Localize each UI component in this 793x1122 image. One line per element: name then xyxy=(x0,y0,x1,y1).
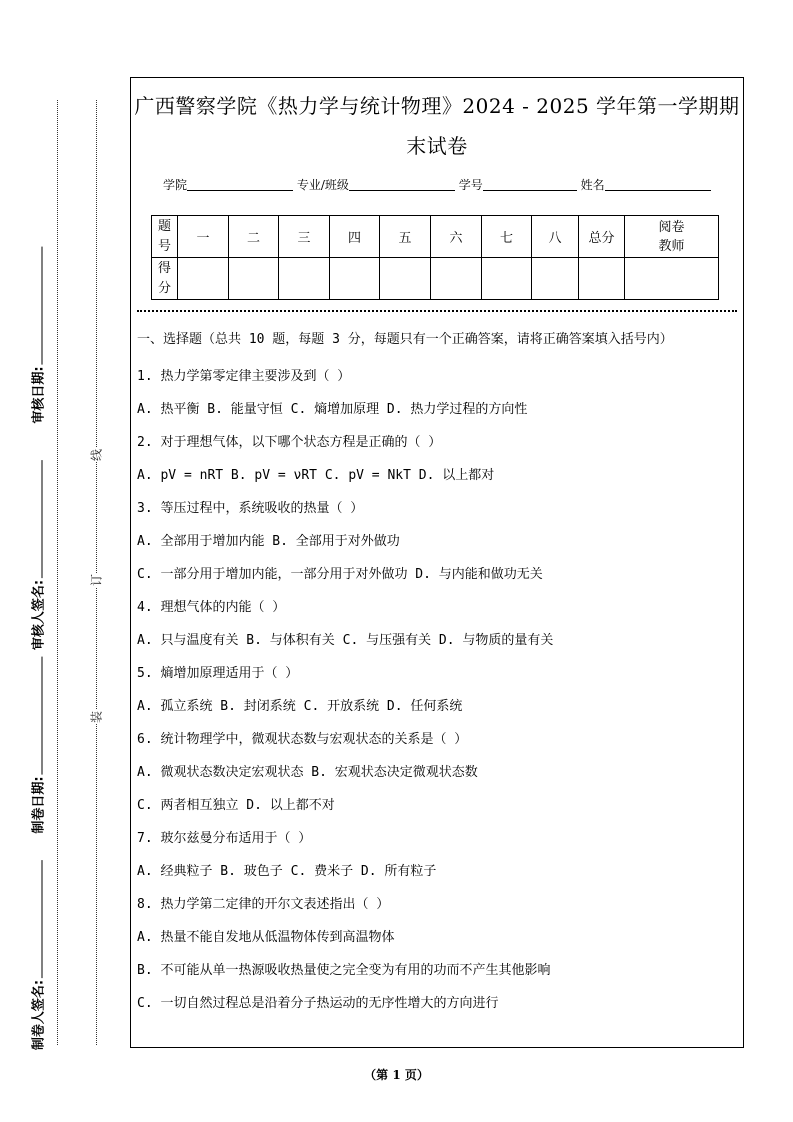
student-info-row xyxy=(163,176,711,193)
question-stem: 1. 热力学第零定律主要涉及到（ ） xyxy=(137,369,351,384)
name-label: 姓名 xyxy=(580,178,605,192)
score-table xyxy=(151,215,719,300)
question-options: A. pV = nRT B. pV = νRT C. pV = NkT D. 以上都对 xyxy=(137,468,495,483)
question-options: C. 两者相互独立 D. 以上都不对 xyxy=(137,798,335,813)
question-options: A. 微观状态数决定宏观状态 B. 宏观状态决定微观状态数 xyxy=(137,765,478,780)
col-header: 七 xyxy=(482,216,532,258)
binding-char-xian: 线 xyxy=(86,448,107,462)
review-date-blank[interactable] xyxy=(42,246,43,364)
score-row-header: 得 分 xyxy=(152,258,178,300)
score-cell[interactable] xyxy=(482,258,532,300)
question-options: A. 经典粒子 B. 玻色子 C. 费米子 D. 所有粒子 xyxy=(137,864,437,879)
col-header: 四 xyxy=(330,216,380,258)
reviewer-signature-field xyxy=(28,460,47,650)
col-header: 八 xyxy=(532,216,579,258)
score-cell-grader[interactable] xyxy=(625,258,719,300)
binding-char-ding: 订 xyxy=(86,573,107,587)
name-input[interactable] xyxy=(605,178,711,191)
score-cell[interactable] xyxy=(380,258,431,300)
college-input[interactable] xyxy=(187,178,293,191)
question-options: A. 孤立系统 B. 封闭系统 C. 开放系统 D. 任何系统 xyxy=(137,699,463,714)
maker-signature-field xyxy=(28,860,47,1050)
col-header-grader: 阅卷 教师 xyxy=(625,216,719,258)
student-id-label: 学号 xyxy=(458,178,483,192)
question-area xyxy=(137,329,737,1020)
score-cell-total[interactable] xyxy=(579,258,625,300)
question-stem: 8. 热力学第二定律的开尔文表述指出（ ） xyxy=(137,897,390,912)
binding-dotted-line-outer xyxy=(57,100,58,1045)
question-stem: 5. 熵增加原理适用于（ ） xyxy=(137,666,299,681)
score-cell[interactable] xyxy=(279,258,330,300)
college-label: 学院 xyxy=(163,178,188,192)
section-divider xyxy=(137,310,737,312)
student-id-input[interactable] xyxy=(483,178,577,191)
maker-signature-blank[interactable] xyxy=(42,860,43,978)
col-header: 三 xyxy=(279,216,330,258)
section-title: 一、选择题（总共 10 题，每题 3 分，每题只有一个正确答案，请将正确答案填入括号内） xyxy=(137,332,673,347)
question-stem: 4. 理想气体的内能（ ） xyxy=(137,600,286,615)
score-cell[interactable] xyxy=(330,258,380,300)
binding-char-zhuang: 装 xyxy=(86,710,107,724)
question-stem: 7. 玻尔兹曼分布适用于（ ） xyxy=(137,831,312,846)
col-header-total: 总分 xyxy=(579,216,625,258)
major-class-input[interactable] xyxy=(349,178,455,191)
reviewer-signature-label: 审核人签名: xyxy=(31,579,47,651)
col-header: 二 xyxy=(229,216,279,258)
question-options: A. 热平衡 B. 能量守恒 C. 熵增加原理 D. 热力学过程的方向性 xyxy=(137,402,528,417)
score-cell[interactable] xyxy=(229,258,279,300)
exam-title-line1: 广西警察学院《热力学与统计物理》2024 - 2025 学年第一学期期 xyxy=(134,94,740,118)
question-options: C. 一部分用于增加内能，一部分用于对外做功 D. 与内能和做功无关 xyxy=(137,567,543,582)
question-stem: 2. 对于理想气体，以下哪个状态方程是正确的（ ） xyxy=(137,435,442,450)
make-date-blank[interactable] xyxy=(42,656,43,774)
major-label: 专业/班级 xyxy=(296,178,349,192)
question-options: A. 全部用于增加内能 B. 全部用于对外做功 xyxy=(137,534,400,549)
question-options: C. 一切自然过程总是沿着分子热运动的无序性增大的方向进行 xyxy=(137,996,499,1011)
reviewer-signature-blank[interactable] xyxy=(42,460,43,578)
question-stem: 3. 等压过程中，系统吸收的热量（ ） xyxy=(137,501,364,516)
col-header: 六 xyxy=(431,216,482,258)
score-cell[interactable] xyxy=(178,258,229,300)
maker-signature-label: 制卷人签名: xyxy=(31,979,47,1051)
col-header: 五 xyxy=(380,216,431,258)
score-table-header-row xyxy=(152,216,719,258)
score-table-score-row xyxy=(152,258,719,300)
exam-frame xyxy=(130,77,744,1048)
score-cell[interactable] xyxy=(431,258,482,300)
make-date-field xyxy=(28,656,47,833)
score-cell[interactable] xyxy=(532,258,579,300)
exam-title-line2: 末试卷 xyxy=(406,134,468,158)
question-options: A. 只与温度有关 B. 与体积有关 C. 与压强有关 D. 与物质的量有关 xyxy=(137,633,554,648)
make-date-label: 制卷日期: xyxy=(31,776,47,834)
page-number: （第 1 页） xyxy=(364,1068,429,1082)
col-header: 一 xyxy=(178,216,229,258)
question-options: A. 热量不能自发地从低温物体传到高温物体 xyxy=(137,930,395,945)
question-number-header: 题 号 xyxy=(152,216,178,258)
question-stem: 6. 统计物理学中，微观状态数与宏观状态的关系是（ ） xyxy=(137,732,468,747)
review-date-label: 审核日期: xyxy=(31,366,47,424)
question-options: B. 不可能从单一热源吸收热量使之完全变为有用的功而不产生其他影响 xyxy=(137,963,551,978)
review-date-field xyxy=(28,246,47,423)
